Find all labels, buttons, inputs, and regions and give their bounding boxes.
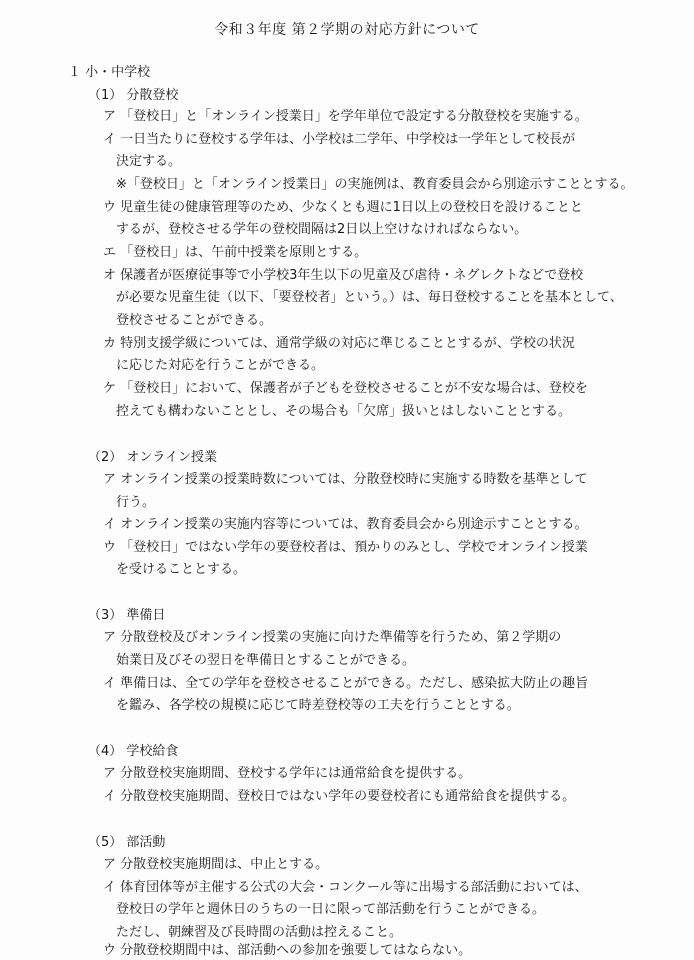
item-ka: カ 特別支援学級については、通常学級の対応に準じることとするが、学校の状況: [103, 336, 575, 351]
item-u: ウ 分散登校期間中は、部活動への参加を強要してはならない。: [103, 943, 472, 958]
subsection-heading-online-classes: （2） オンライン授業: [88, 450, 218, 465]
item-a: ア 分散登校実施期間、登校する学年には通常給食を提供する。: [103, 766, 472, 781]
section-heading-schools: １ 小・中学校: [68, 65, 151, 80]
item-i: イ 体育団体等が主催する公式の大会・コンクール等に出場する部活動においては、: [103, 880, 588, 895]
item-i: イ 準備日は、全ての学年を登校させることができる。ただし、感染拡大防止の趣旨: [103, 676, 589, 691]
item-o-continuation-2: 登校させることができる。: [116, 313, 273, 328]
item-a: ア 「登校日」と「オンライン授業日」を学年単位で設定する分散登校を実施する。: [103, 109, 588, 124]
note: ※「登校日」と「オンライン授業日」の実施例は、教育委員会から別途示すこととする。: [116, 177, 634, 192]
item-ke-continuation: 控えても構わないこととし、その場合も「欠席」扱いとはしないこととする。: [116, 404, 572, 419]
item-i-continuation-1: 登校日の学年と週休日のうちの一日に限って部活動を行うことができる。: [116, 902, 546, 917]
item-i-continuation-2: ただし、朝練習及び長時間の活動は控えること。: [116, 925, 403, 940]
item-e: エ 「登校日」は、午前中授業を原則とする。: [103, 245, 368, 260]
item-i: イ オンライン授業の実施内容等については、教育委員会から別途示すこととする。: [103, 517, 588, 532]
item-i: イ 一日当たりに登校する学年は、小学校は二学年、中学校は一学年として校長が: [103, 132, 576, 147]
item-a: ア オンライン授業の授業時数については、分散登校時に実施する時数を基準として: [103, 472, 588, 487]
item-u-continuation: を受けることとする。: [116, 562, 247, 577]
item-ka-continuation: に応じた対応を行うことができる。: [116, 358, 325, 373]
item-i-continuation: 決定する。: [116, 154, 182, 169]
subsection-heading-distributed-attendance: （1） 分散登校: [88, 88, 179, 103]
subsection-heading-preparation-days: （3） 準備日: [88, 608, 166, 623]
item-u: ウ 児童生徒の健康管理等のため、少なくとも週に1日以上の登校日を設けることと: [103, 200, 583, 215]
subsection-heading-school-lunch: （4） 学校給食: [88, 744, 179, 759]
item-a-continuation: 行う。: [116, 495, 156, 510]
item-ke: ケ 「登校日」において、保護者が子どもを登校させることが不安な場合は、登校を: [103, 381, 588, 396]
subsection-heading-club-activities: （5） 部活動: [88, 835, 166, 850]
item-u-continuation: するが、登校させる学年の登校間隔は2日以上空けなければならない。: [116, 222, 528, 237]
item-u: ウ 「登校日」ではない学年の要登校者は、預かりのみとし、学校でオンライン授業: [103, 540, 588, 555]
item-o-continuation-1: が必要な児童生徒（以下、「要登校者」という。）は、毎日登校することを基本として、: [116, 290, 623, 305]
item-a: ア 分散登校実施期間は、中止とする。: [103, 857, 329, 872]
item-a: ア 分散登校及びオンライン授業の実施に向けた準備等を行うため、第２学期の: [103, 630, 562, 645]
item-i: イ 分散登校実施期間、登校日ではない学年の要登校者にも通常給食を提供する。: [103, 789, 576, 804]
item-o: オ 保護者が医療従事等で小学校3年生以下の児童及び虐待・ネグレクトなどで登校: [103, 268, 584, 283]
item-a-continuation: 始業日及びその翌日を準備日とすることができる。: [116, 653, 416, 668]
document-title: 令和３年度 第２学期の対応方針について: [214, 22, 480, 38]
item-i-continuation: を鑑み、各学校の規模に応じて時差登校等の工夫を行うこととする。: [116, 698, 520, 713]
